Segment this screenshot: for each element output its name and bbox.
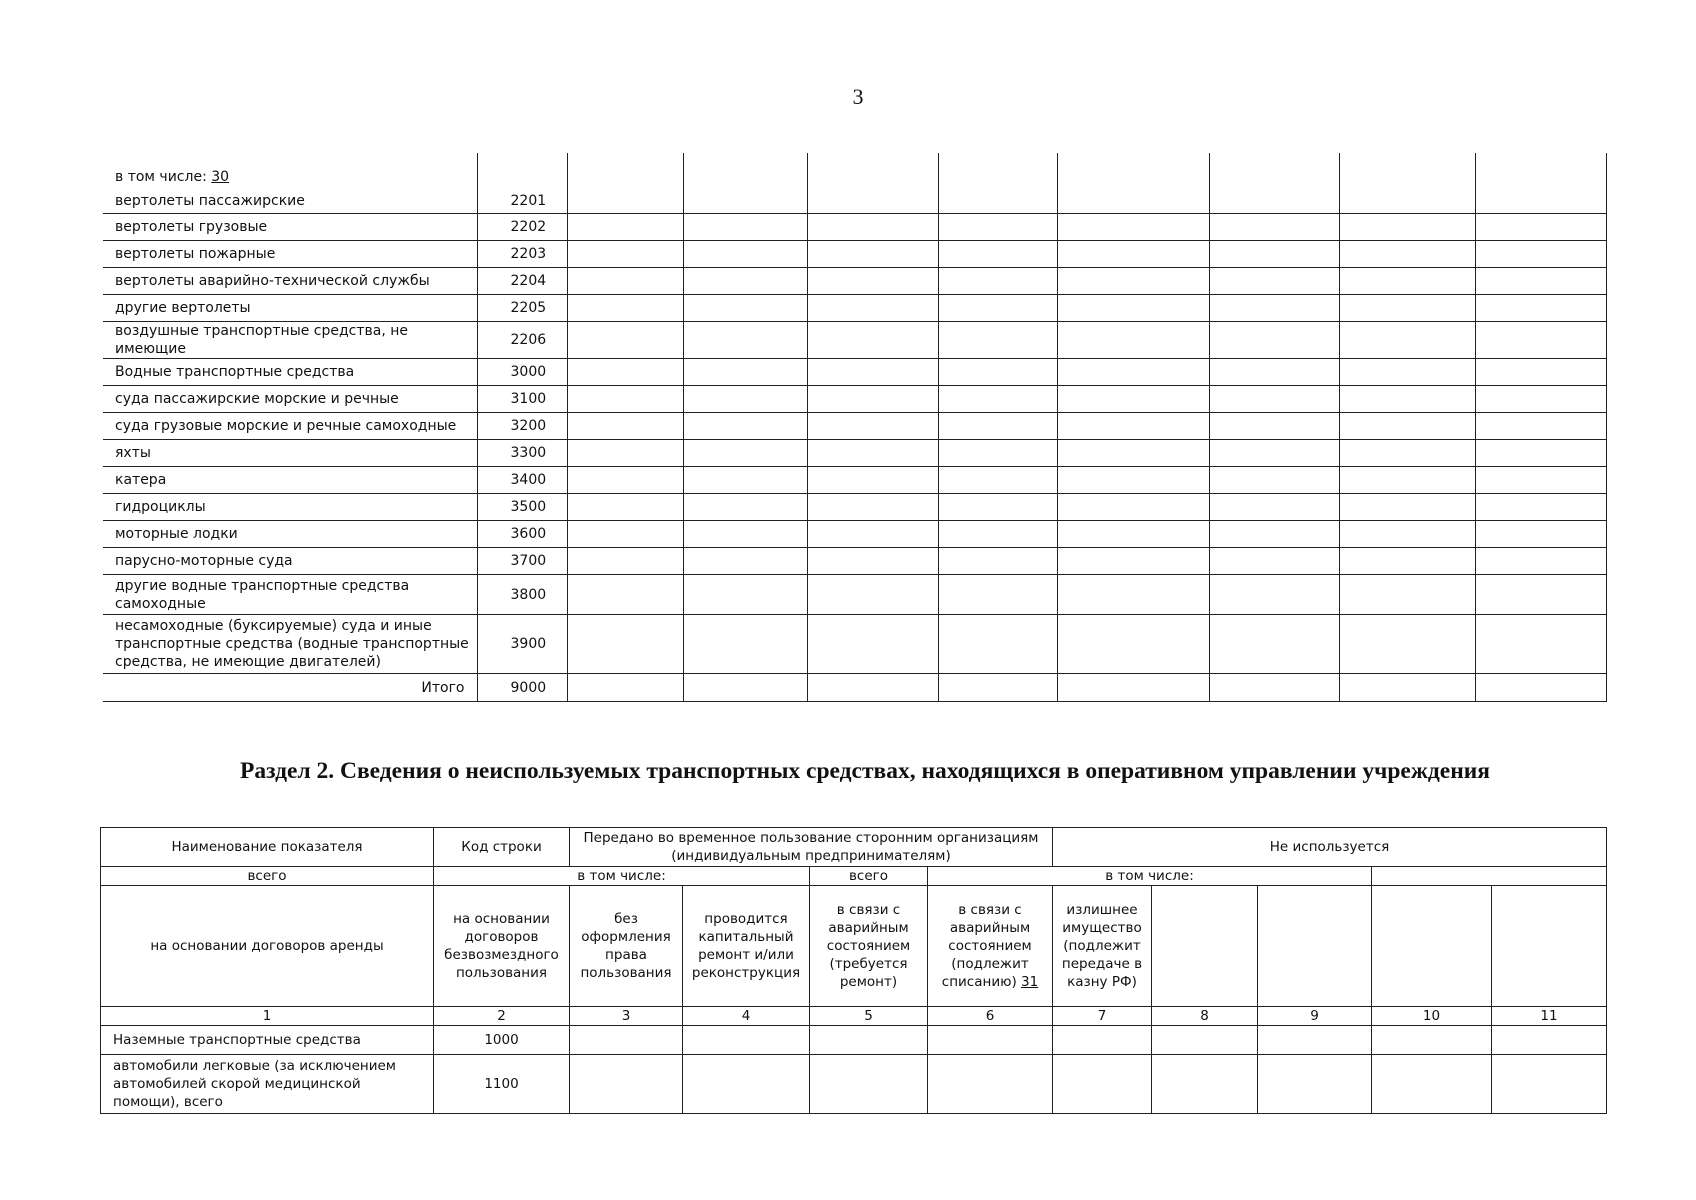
row-code: 3700: [477, 548, 567, 575]
total-code: 9000: [477, 674, 567, 702]
table-row: [103, 214, 1606, 241]
header-repair: проводится капитальный ремонт и/или реконструкция: [683, 886, 810, 1007]
header-no-rights: без оформления права пользования: [570, 886, 683, 1007]
row-code: 1000: [434, 1026, 570, 1055]
header-row: [101, 867, 1607, 886]
header-emergency-writeoff: в связи с аварийным состоянием (подлежит списанию): [941, 902, 1032, 990]
table-row: [103, 359, 1606, 386]
table-row: [103, 188, 1606, 214]
row-code: 3300: [477, 440, 567, 467]
row-name: суда грузовые морские и речные самоходные: [103, 413, 477, 440]
header-row: [101, 886, 1607, 1007]
table-row: [103, 241, 1606, 268]
intro-label-cell: [103, 153, 477, 188]
table-row: [103, 548, 1606, 575]
row-code: 3800: [477, 575, 567, 615]
row-name: другие водные транспортные средства самоходные: [103, 575, 477, 615]
row-code: 3200: [477, 413, 567, 440]
total-row: [103, 674, 1606, 702]
header-indicator-name: Наименование показателя: [101, 828, 434, 867]
footnote-ref: 30: [211, 169, 230, 185]
footnote-ref: 31: [1021, 974, 1039, 990]
table-row: [103, 467, 1606, 494]
col-number: 5: [810, 1007, 928, 1026]
row-code: 2205: [477, 295, 567, 322]
table-row: [103, 153, 1606, 188]
col-number: 7: [1053, 1007, 1152, 1026]
header-including-b: в том числе:: [928, 867, 1372, 886]
row-name: Водные транспортные средства: [103, 359, 477, 386]
row-code: 2206: [477, 322, 567, 359]
total-label: Итого: [103, 674, 477, 702]
header-including-a: в том числе:: [434, 867, 810, 886]
header-transferred: Передано во временное пользование сторонним организациям (индивидуальным предпринимателям): [570, 828, 1053, 867]
table-row: [103, 413, 1606, 440]
row-code: 2201: [477, 188, 567, 214]
col-number: 3: [570, 1007, 683, 1026]
row-name: автомобили легковые (за исключением автомобилей скорой медицинской помощи), всего: [101, 1055, 434, 1114]
header-lease: на основании договоров аренды: [101, 886, 434, 1007]
row-code: 3600: [477, 521, 567, 548]
page-number: 3: [852, 84, 864, 109]
table-row: [101, 1026, 1607, 1055]
table-row: [103, 494, 1606, 521]
header-free-use: на основании договоров безвозмездного пользования: [434, 886, 570, 1007]
table-row: [103, 322, 1606, 359]
row-name: другие вертолеты: [103, 295, 477, 322]
header-row: [101, 828, 1607, 867]
row-code: 2202: [477, 214, 567, 241]
col-number: 10: [1372, 1007, 1492, 1026]
col-number: 9: [1258, 1007, 1372, 1026]
row-name: вертолеты аварийно-технической службы: [103, 268, 477, 295]
column-numbers-row: [101, 1007, 1607, 1026]
row-name: вертолеты грузовые: [103, 214, 477, 241]
header-surplus: излишнее имущество (подлежит передаче в казну РФ): [1053, 886, 1152, 1007]
row-code: 1100: [434, 1055, 570, 1114]
col-number: 1: [101, 1007, 434, 1026]
header-emergency-writeoff-cell: [928, 886, 1053, 1007]
row-name: воздушные транспортные средства, не имеющие: [103, 322, 477, 359]
row-name: катера: [103, 467, 477, 494]
table-row: [103, 268, 1606, 295]
section-title: Раздел 2. Сведения о неиспользуемых транспортных средствах, находящихся в оперативном управлении учреждения: [240, 758, 1491, 784]
col-number: 11: [1492, 1007, 1607, 1026]
header-not-used: Не используется: [1053, 828, 1607, 867]
header-total-b: всего: [810, 867, 928, 886]
table-row: [103, 386, 1606, 413]
row-code: 3000: [477, 359, 567, 386]
row-name: моторные лодки: [103, 521, 477, 548]
table-row: [103, 615, 1606, 674]
table-transport-continuation: [103, 153, 1607, 702]
intro-label: в том числе:: [115, 169, 207, 185]
row-code: 2203: [477, 241, 567, 268]
row-code: 3500: [477, 494, 567, 521]
row-code: 3400: [477, 467, 567, 494]
header-row-code: Код строки: [434, 828, 570, 867]
table-unused-transport: [100, 827, 1607, 1114]
row-name: вертолеты пассажирские: [103, 188, 477, 214]
col-number: 2: [434, 1007, 570, 1026]
row-code: 3100: [477, 386, 567, 413]
table-row: [101, 1055, 1607, 1114]
row-name: вертолеты пожарные: [103, 241, 477, 268]
row-name: суда пассажирские морские и речные: [103, 386, 477, 413]
table-row: [103, 575, 1606, 615]
table-row: [103, 440, 1606, 467]
col-number: 8: [1152, 1007, 1258, 1026]
header-emergency-repair: в связи с аварийным состоянием (требуется ремонт): [810, 886, 928, 1007]
col-number: 6: [928, 1007, 1053, 1026]
col-number: 4: [683, 1007, 810, 1026]
row-name: Наземные транспортные средства: [101, 1026, 434, 1055]
row-code: 3900: [477, 615, 567, 674]
row-name: несамоходные (буксируемые) суда и иные транспортные средства (водные транспортные средства, не имеющие двигателей): [103, 615, 477, 674]
table-row: [103, 295, 1606, 322]
row-code: 2204: [477, 268, 567, 295]
header-total-a: всего: [101, 867, 434, 886]
row-name: яхты: [103, 440, 477, 467]
row-name: гидроциклы: [103, 494, 477, 521]
row-name: парусно-моторные суда: [103, 548, 477, 575]
table-row: [103, 521, 1606, 548]
